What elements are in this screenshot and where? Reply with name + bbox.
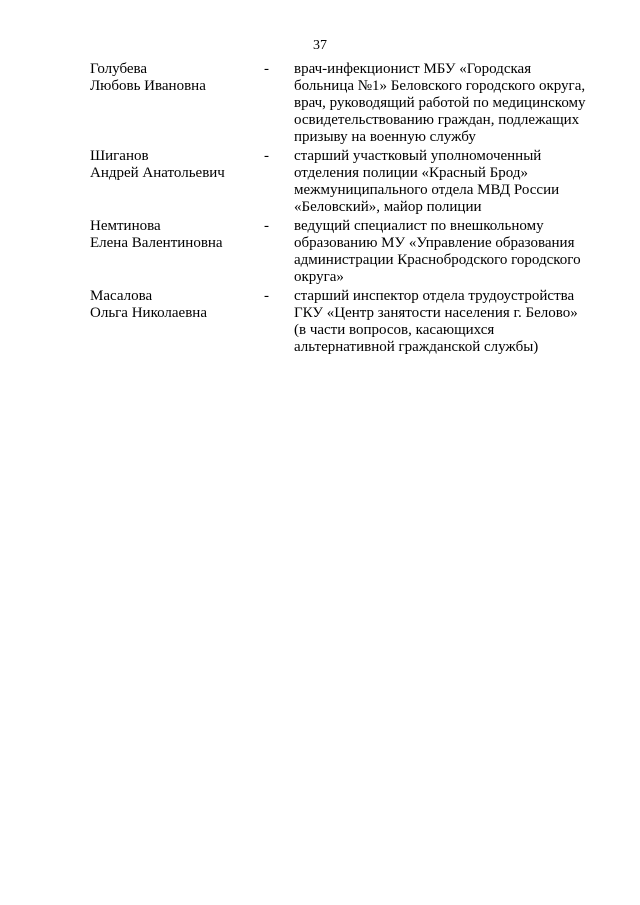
- role-line: ГКУ «Центр занятости населения г. Белово»: [294, 305, 578, 321]
- role-line: освидетельствованию граждан, подлежащих: [294, 112, 580, 128]
- member-entry: [90, 288, 610, 356]
- member-list: [90, 61, 610, 358]
- member-given-names: Елена Валентиновна: [90, 235, 223, 251]
- member-surname: Шиганов: [90, 148, 149, 164]
- role-line: старший инспектор отдела трудоустройства: [294, 288, 575, 304]
- role-line: (в части вопросов, касающихся: [294, 322, 495, 338]
- member-name: [90, 218, 264, 252]
- member-name: [90, 148, 264, 182]
- member-name: [90, 288, 264, 322]
- role-line: отделения полиции «Красный Брод»: [294, 165, 528, 181]
- role-line: старший участковый уполномоченный: [294, 148, 542, 164]
- role-line: призыву на военную службу: [294, 129, 476, 145]
- role-line: врач-инфекционист МБУ «Городская: [294, 61, 532, 77]
- role-line: образованию МУ «Управление образования: [294, 235, 575, 251]
- role-line: альтернативной гражданской службы): [294, 339, 539, 355]
- member-role: [294, 288, 610, 356]
- separator-dash: -: [264, 61, 269, 77]
- role-line: врач, руководящий работой по медицинскому: [294, 95, 586, 111]
- role-line: больница №1» Беловского городского округа,: [294, 78, 586, 94]
- separator-dash: -: [264, 288, 269, 304]
- member-entry: [90, 148, 610, 216]
- member-role: [294, 218, 610, 286]
- member-role: [294, 61, 610, 146]
- role-line: администрации Краснобродского городского: [294, 252, 581, 268]
- page-number: 37: [313, 38, 327, 53]
- role-line: межмуниципального отдела МВД России: [294, 182, 560, 198]
- role-line: «Беловский», майор полиции: [294, 199, 482, 215]
- member-surname: Голубева: [90, 61, 148, 77]
- member-entry: [90, 218, 610, 286]
- member-surname: Немтинова: [90, 218, 161, 234]
- member-entry: [90, 61, 610, 146]
- role-line: округа»: [294, 269, 344, 285]
- member-role: [294, 148, 610, 216]
- member-given-names: Ольга Николаевна: [90, 305, 207, 321]
- member-given-names: Андрей Анатольевич: [90, 165, 225, 181]
- separator-dash: -: [264, 218, 269, 234]
- separator-dash: -: [264, 148, 269, 164]
- member-given-names: Любовь Ивановна: [90, 78, 206, 94]
- role-line: ведущий специалист по внешкольному: [294, 218, 544, 234]
- member-surname: Масалова: [90, 288, 153, 304]
- member-name: [90, 61, 264, 95]
